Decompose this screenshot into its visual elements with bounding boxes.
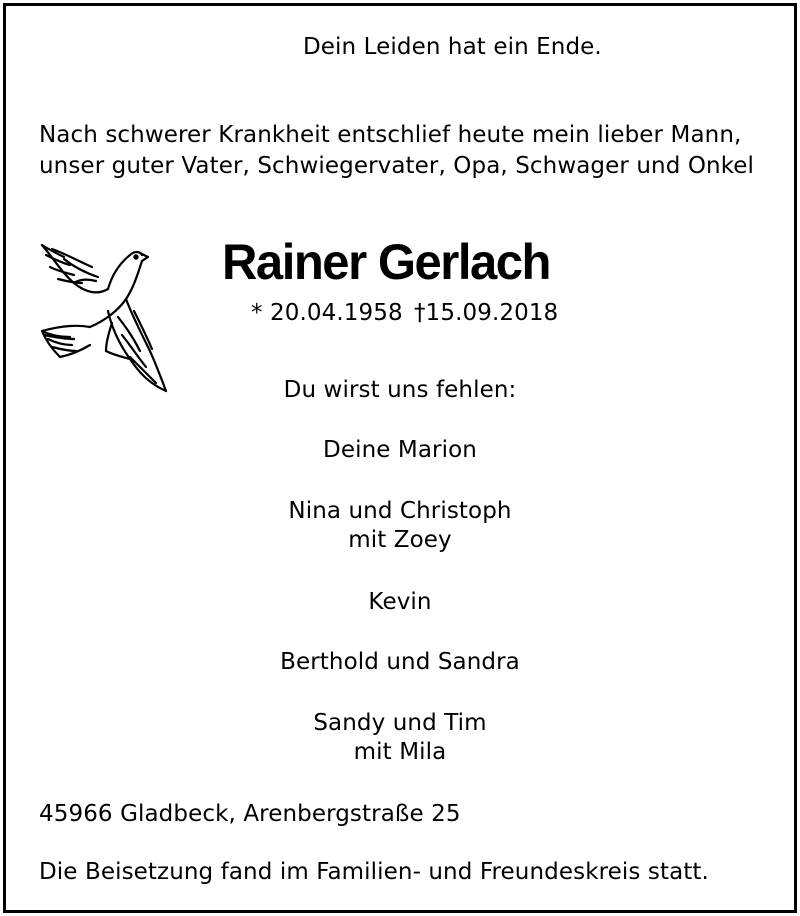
mourner-line: mit Zoey bbox=[348, 527, 452, 553]
mourner-line: mit Mila bbox=[353, 739, 447, 765]
obituary-notice bbox=[3, 3, 797, 913]
address: 45966 Gladbeck, Arenbergstraße 25 bbox=[39, 801, 461, 827]
death-date: †15.09.2018 bbox=[414, 300, 559, 326]
mourner-line: Kevin bbox=[368, 589, 432, 615]
mourner-line: Nina und Christoph bbox=[288, 498, 512, 524]
funeral-note: Die Beisetzung fand im Familien- und Freundeskreis statt. bbox=[39, 859, 709, 885]
intro-line-1: Nach schwerer Krankheit entschlief heute mein lieber Mann, bbox=[39, 122, 742, 148]
mourner-line: Deine Marion bbox=[323, 437, 477, 463]
birth-date: * 20.04.1958 bbox=[251, 300, 403, 326]
closing-line: Du wirst uns fehlen: bbox=[283, 377, 517, 403]
deceased-name: Rainer Gerlach bbox=[222, 234, 551, 290]
mourner-line: Berthold und Sandra bbox=[280, 649, 520, 675]
mourner-line: Sandy und Tim bbox=[313, 710, 487, 736]
heading: Dein Leiden hat ein Ende. bbox=[303, 34, 602, 60]
dove-icon bbox=[34, 239, 172, 394]
intro-line-2: unser guter Vater, Schwiegervater, Opa, Schwager und Onkel bbox=[39, 153, 755, 179]
